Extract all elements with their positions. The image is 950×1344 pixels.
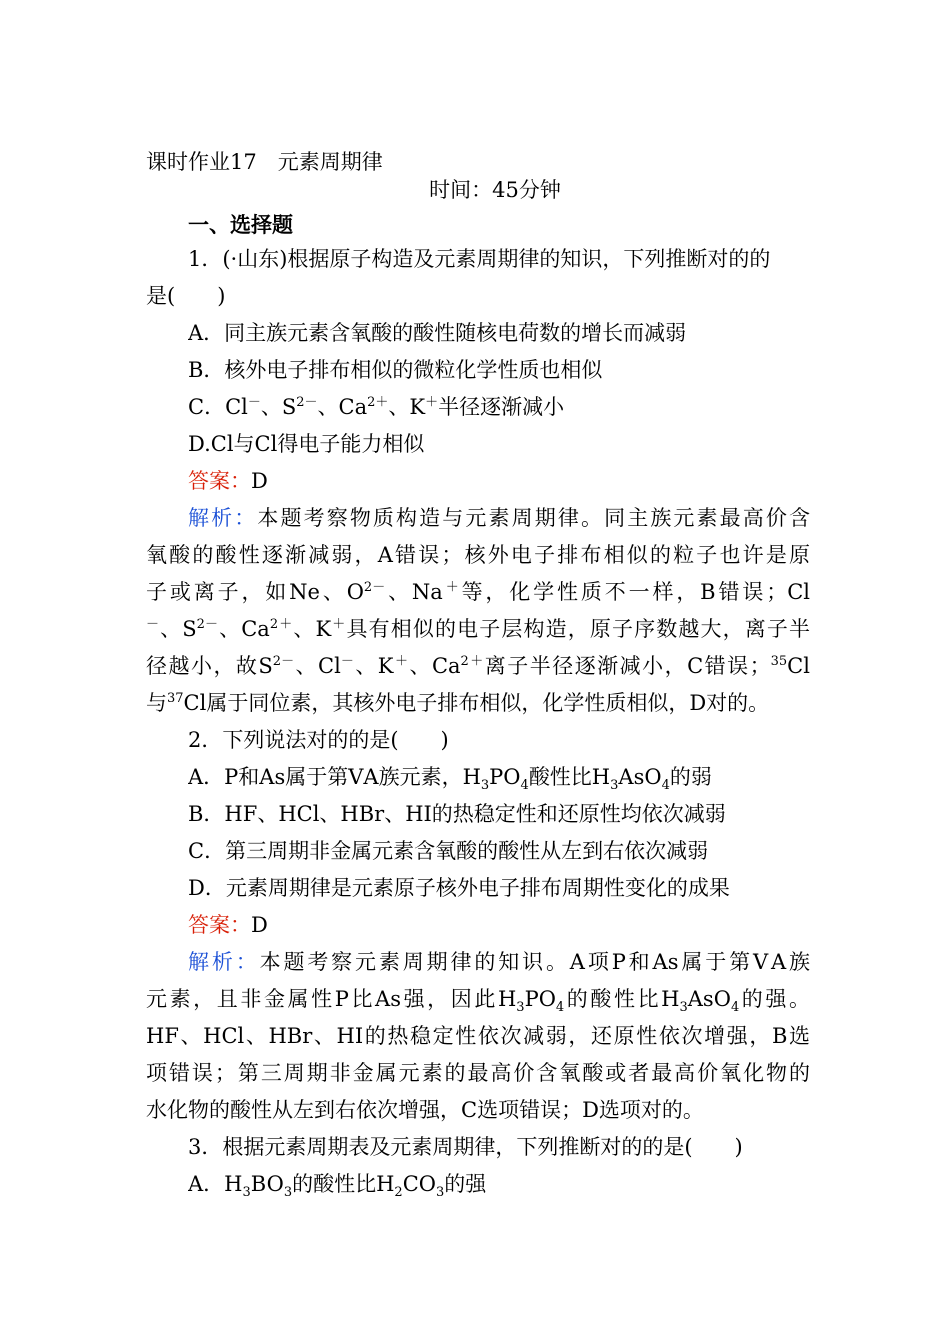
- q2-option-c: C．第三周期非金属元素含氧酸的酸性从左到右依次减弱: [188, 839, 709, 863]
- q1-option-a: A．同主族元素含氧酸的酸性随核电荷数的增长而减弱: [188, 321, 687, 345]
- q2-stem: 2．下列说法对的的是( ): [188, 728, 449, 752]
- q1-analysis-line5: 径越小，故$S^{2-}$、Cl－、K＋、$Ca^{2+}$离子半径逐渐减小，C错误；$^{35}$Cl: [146, 654, 810, 678]
- page-title: 课时作业17 元素周期律: [146, 150, 383, 174]
- q1-analysis-line2: 氧酸的酸性逐渐减弱，A错误；核外电子排布相似的粒子也许是原: [146, 543, 810, 567]
- answer-label: 答案：: [188, 913, 251, 937]
- q1-analysis-line6: 与$^{37}$Cl属于同位素，其核外电子排布相似，化学性质相似，D对的。: [146, 691, 770, 715]
- q1-analysis-line3: 子或离子，如Ne、$O^{2-}$、Na＋等，化学性质不一样，B错误；Cl: [146, 580, 810, 604]
- q1-analysis-line4: －、$S^{2-}$、$Ca^{2+}$、K＋具有相似的电子层构造，原子序数越大，离子半: [146, 617, 810, 641]
- q1-stem-line1: 1．(·山东)根据原子构造及元素周期律的知识，下列推断对的的: [188, 247, 771, 271]
- q2-analysis-line4: 项错误；第三周期非金属元素的最高价含氧酸或者最高价氧化物的: [146, 1061, 810, 1085]
- q2-analysis-line2: 元素，且非金属性P比As强，因此$H_3PO_4$的酸性比$H_3AsO_4$的强。: [146, 987, 810, 1013]
- q1-option-d: D.Cl与Cl得电子能力相似: [188, 432, 425, 456]
- q2-analysis-line5: 水化物的酸性从左到右依次增强，C选项错误；D选项对的。: [146, 1098, 704, 1122]
- q2-option-a: A．P和As属于第ⅤA族元素，$H_3PO_4$酸性比$H_3AsO_4$的弱: [188, 765, 712, 791]
- q2-option-b: B．HF、HCl、HBr、HI的热稳定性和还原性均依次减弱: [188, 802, 726, 826]
- q2-analysis-line1: 解析：本题考察元素周期律的知识。A项P和As属于第ⅤA族: [188, 950, 810, 974]
- q3-stem: 3．根据元素周期表及元素周期律，下列推断对的的是( ): [188, 1135, 743, 1159]
- section-heading: 一、选择题: [188, 212, 293, 237]
- q2-option-d: D．元素周期律是元素原子核外电子排布周期性变化的成果: [188, 876, 730, 900]
- analysis-label: 解析：: [188, 506, 258, 530]
- q1-stem-line2: 是( ): [146, 284, 226, 308]
- q2-answer: 答案：D: [188, 913, 268, 937]
- q1-option-c: C．Cl－、$S^{2-}$、$Ca^{2+}$、K＋半径逐渐减小: [188, 395, 565, 419]
- answer-label: 答案：: [188, 469, 251, 493]
- q3-option-a: A．$H_3BO_3$的酸性比$H_2CO_3$的强: [188, 1172, 487, 1198]
- q2-analysis-line3: HF、HCl、HBr、HI的热稳定性依次减弱，还原性依次增强，B选: [146, 1024, 810, 1048]
- q1-answer: 答案：D: [188, 469, 268, 493]
- time-limit: 时间：45分钟: [429, 178, 561, 202]
- analysis-label: 解析：: [188, 950, 260, 974]
- q1-analysis-line1: 解析：本题考察物质构造与元素周期律。同主族元素最高价含: [188, 506, 810, 530]
- q1-option-b: B．核外电子排布相似的微粒化学性质也相似: [188, 358, 603, 382]
